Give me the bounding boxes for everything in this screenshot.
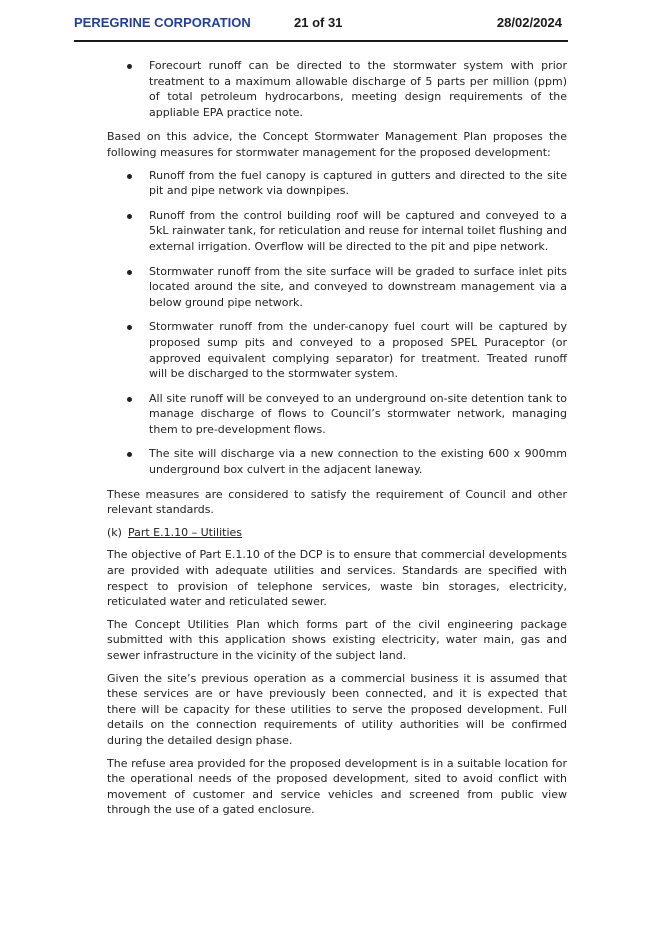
list-item-text: Stormwater runoff from the site surface will be graded to surface inlet pits located around the site, and conveyed to downstream management via a below ground pipe network. — [149, 264, 567, 309]
list-item — [107, 58, 567, 120]
list-item — [107, 391, 567, 438]
document-date: 28/02/2024 — [496, 15, 562, 30]
page-header — [74, 12, 568, 42]
list-item — [107, 319, 567, 381]
bullet-icon — [127, 452, 132, 457]
list-item — [107, 208, 567, 255]
bullet-icon — [127, 397, 132, 402]
list-item — [107, 264, 567, 311]
paragraph-objective: The objective of Part E.1.10 of the DCP is to ensure that commercial developments are provided with adequate utilities and services. Standards are specified with respect to provision of telephone services, waste bin storages, electricity, reticulated water and reticulated sewer. — [107, 548, 567, 609]
bullet-icon — [127, 64, 132, 69]
intro-bullet-list — [107, 58, 567, 120]
document-body — [107, 58, 567, 825]
list-item-text: All site runoff will be conveyed to an underground on-site detention tank to manage discharge of flows to Council’s stormwater network, managing them to pre-development flows. — [149, 391, 567, 436]
page-number: 21 of 31 — [294, 15, 343, 30]
bullet-icon — [127, 325, 132, 330]
bullet-icon — [127, 174, 132, 179]
list-item-text: Runoff from the fuel canopy is captured in gutters and directed to the site pit and pipe network via downpipes. — [149, 168, 567, 198]
list-item-text: The site will discharge via a new connection to the existing 600 x 900mm underground box culvert in the adjacent laneway. — [149, 447, 567, 477]
paragraph-satisfy: These measures are considered to satisfy the requirement of Council and other relevant standards. — [107, 487, 567, 517]
paragraph-advice: Based on this advice, the Concept Stormwater Management Plan proposes the following measures for stormwater management for the proposed development: — [107, 130, 567, 159]
section-label: (k) — [107, 525, 122, 539]
list-item-text: Stormwater runoff from the under-canopy fuel court will be captured by proposed sump pits and conveyed to a proposed SPEL Puraceptor (or approved equivalent complying separator) for treatment. Treated runoff will be discharged to the stormwater system. — [149, 320, 567, 381]
bullet-icon — [127, 214, 132, 219]
paragraph-previous-operation: Given the site’s previous operation as a commercial business it is assumed that these services are or have previously been connected, and it is expected that there will be capacity for these utilities to serve the proposed development. Full details on the connection requirements of utility authorities will be confirmed during the detailed design phase. — [107, 671, 567, 747]
list-item — [107, 446, 567, 477]
section-title: Part E.1.10 – Utilities — [127, 525, 242, 539]
measures-bullet-list — [107, 168, 567, 478]
paragraph-utilities-plan: The Concept Utilities Plan which forms part of the civil engineering package submitted with this application shows existing electricity, water main, gas and sewer infrastructure in the vicinity of the subject land. — [107, 617, 567, 662]
paragraph-refuse-area: The refuse area provided for the proposed development is in a suitable location for the operational needs of the proposed development, sited to avoid conflict with movement of customer and service vehicles and screened from public view through the use of a gated enclosure. — [107, 756, 567, 817]
list-item-text: Runoff from the control building roof will be captured and conveyed to a 5kL rainwater tank, for reticulation and reuse for internal toilet flushing and external irrigation. Overflow will be directed to the pit and pipe network. — [149, 208, 567, 253]
list-item-text: Forecourt runoff can be directed to the stormwater system with prior treatment to a maximum allowable discharge of 5 parts per million (ppm) of total petroleum hydrocarbons, meeting design requirements of the appliable EPA practice note. — [149, 59, 567, 119]
company-name: PEREGRINE CORPORATION — [74, 15, 251, 30]
section-heading — [107, 525, 567, 541]
bullet-icon — [127, 270, 132, 275]
list-item — [107, 168, 567, 199]
